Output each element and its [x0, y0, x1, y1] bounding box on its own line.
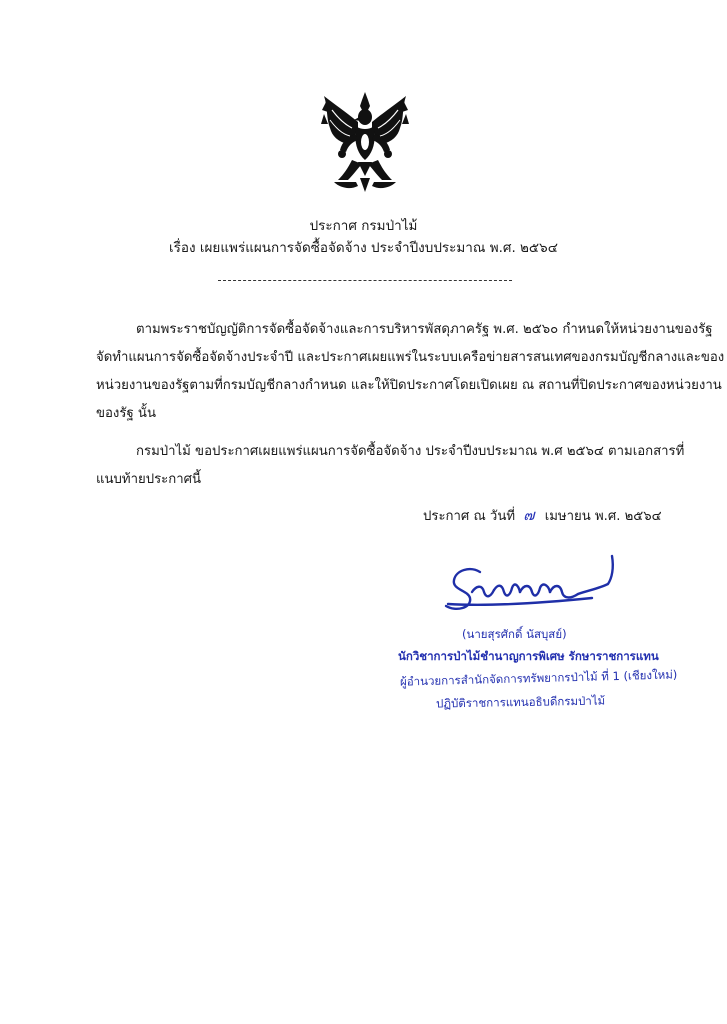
date-suffix: เมษายน พ.ศ. ๒๕๖๔ [544, 509, 662, 524]
announcement-date [423, 503, 662, 527]
announcement-title: ประกาศ กรมป่าไม้ [309, 218, 418, 234]
signatory-name: (นายสุรศักดิ์ นัสบุสย์) [462, 627, 567, 641]
date-prefix: ประกาศ ณ วันที่ [423, 509, 516, 524]
paragraph-line: ตามพระราชบัญญัติการจัดซื้อจัดจ้างและการบริหารพัสดุภาครัฐ พ.ศ. ๒๕๖๐ กำหนดให้หน่วยงานของรัฐ [136, 322, 713, 337]
paragraph-line: จัดทำแผนการจัดซื้อจัดจ้างประจำปี และประกาศเผยแพร่ในระบบเครือข่ายสารสนเทศของกรมบัญชีกลางและของ [96, 350, 725, 365]
garuda-emblem [318, 90, 412, 194]
signatory-acting: ปฏิบัติราชการแทนอธิบดีกรมป่าไม้ [435, 693, 606, 711]
announcement-subject: เรื่อง เผยแพร่แผนการจัดซื้อจัดจ้าง ประจำปีงบประมาณ พ.ศ. ๒๕๖๔ [169, 240, 558, 256]
signatory-office: ผู้อำนวยการสำนักจัดการทรัพยากรป่าไม้ ที่ 1 (เชียงใหม่) [399, 667, 678, 689]
date-day: ๗ [523, 506, 535, 524]
paragraph-line: หน่วยงานของรัฐตามที่กรมบัญชีกลางกำหนด และให้ปิดประกาศโดยเปิดเผย ณ สถานที่ปิดประกาศของหน่วยงาน [96, 378, 722, 393]
divider-line [218, 280, 512, 281]
paragraph-line: แนบท้ายประกาศนี้ [96, 472, 202, 487]
paragraph-line: ของรัฐ นั้น [96, 406, 156, 421]
handwritten-signature [442, 548, 620, 618]
signatory-position: นักวิชาการป่าไม้ชำนาญการพิเศษ รักษาราชการแทน [398, 649, 659, 663]
paragraph-line: กรมป่าไม้ ขอประกาศเผยแพร่แผนการจัดซื้อจัดจ้าง ประจำปีงบประมาณ พ.ศ ๒๕๖๔ ตามเอกสารที่ [136, 444, 685, 459]
